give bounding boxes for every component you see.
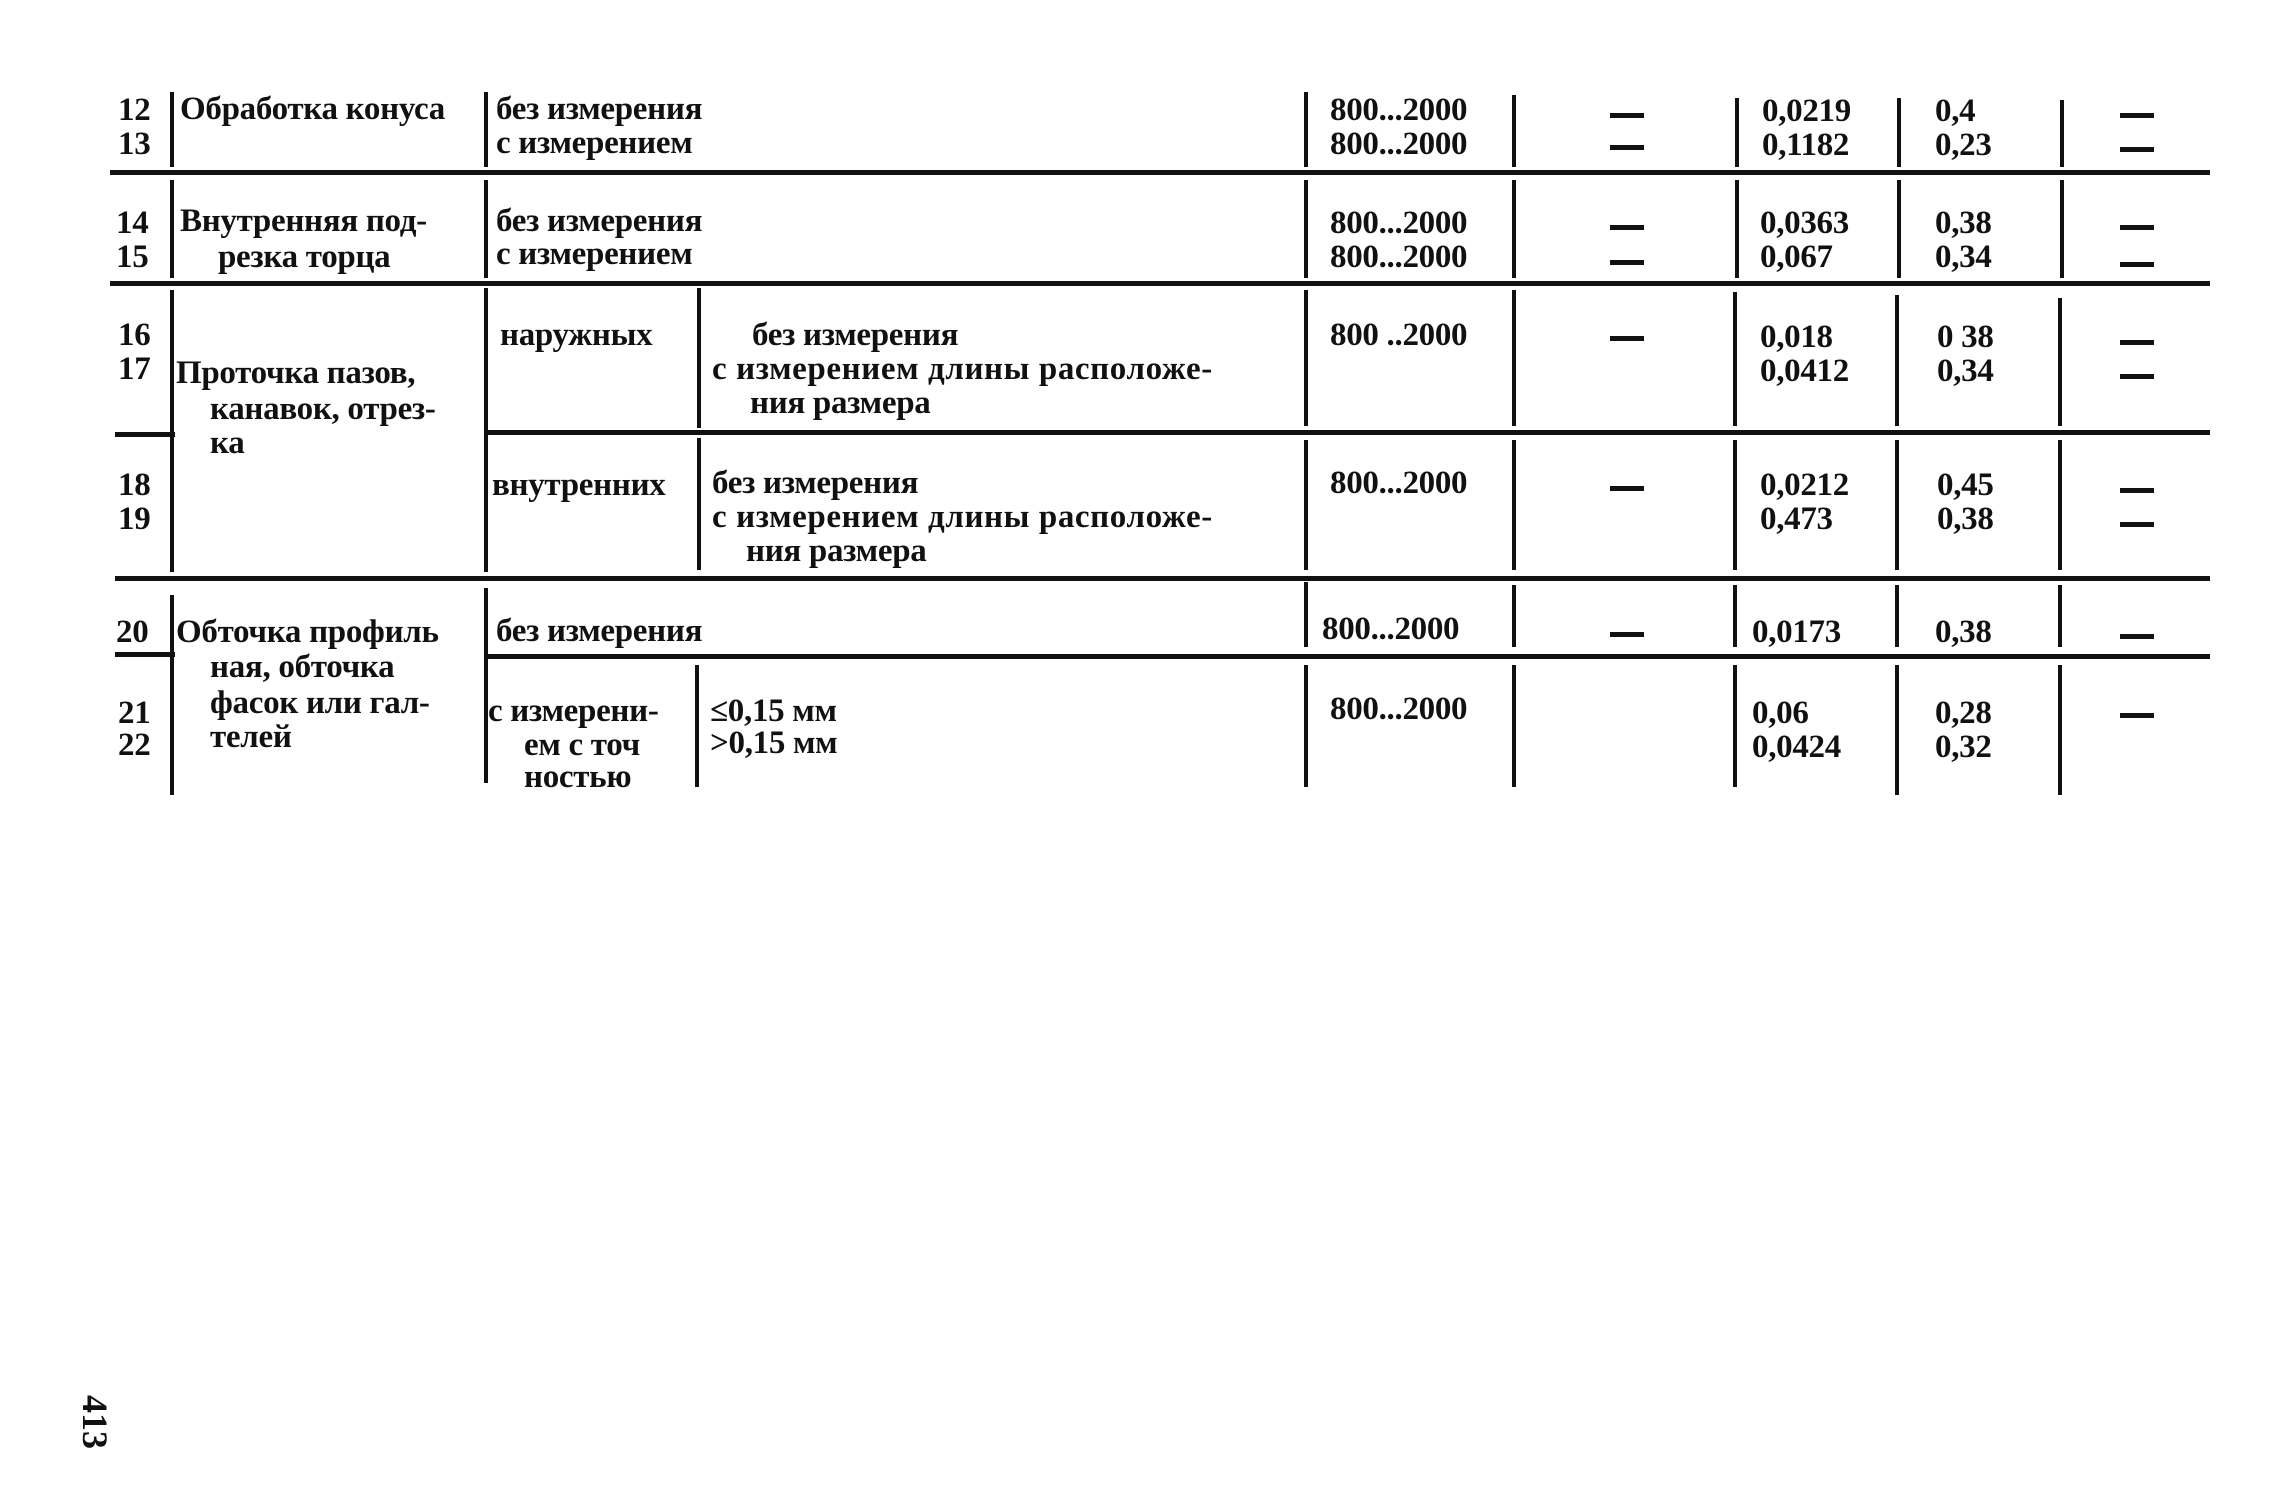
coefficient-value: 0,0363: [1760, 205, 1849, 241]
empty-cell-dash: [1610, 113, 1644, 118]
row-divider: [485, 430, 2210, 435]
coefficient-value: 0,473: [1760, 501, 1833, 537]
row-divider: [485, 654, 2210, 659]
range-value: 800...2000: [1330, 92, 1468, 128]
column-divider: [1897, 180, 1901, 278]
column-divider: [1304, 582, 1308, 647]
range-value: 800...2000: [1322, 611, 1460, 647]
column-divider: [1895, 585, 1899, 647]
range-value: 800 ..2000: [1330, 317, 1468, 353]
range-value: 800...2000: [1330, 239, 1468, 275]
empty-cell-dash: [2120, 147, 2154, 152]
column-divider: [1735, 98, 1739, 167]
column-divider: [1895, 295, 1899, 426]
condition-text: без измерения: [712, 465, 919, 501]
exponent-value: 0,4: [1935, 93, 1976, 129]
column-divider: [1512, 440, 1516, 570]
column-divider: [484, 92, 488, 167]
condition-text: с измерением длины расположе-: [712, 499, 1213, 535]
column-divider: [1895, 665, 1899, 795]
column-divider: [2058, 585, 2062, 647]
row-divider: [115, 576, 2210, 581]
column-divider: [697, 288, 701, 428]
row-divider: [115, 432, 175, 437]
column-divider: [1735, 180, 1739, 278]
column-divider: [1512, 290, 1516, 426]
column-divider: [1304, 180, 1308, 278]
exponent-value: 0,34: [1935, 239, 1992, 275]
row-number: 17: [118, 351, 151, 387]
column-divider: [1304, 92, 1308, 167]
column-divider: [1512, 180, 1516, 278]
empty-cell-dash: [2120, 262, 2154, 267]
empty-cell-dash: [2120, 113, 2154, 118]
empty-cell-dash: [2120, 225, 2154, 230]
column-divider: [170, 180, 174, 278]
range-value: 800...2000: [1330, 205, 1468, 241]
coefficient-value: 0,0412: [1760, 353, 1849, 389]
condition-text: с измерением: [496, 125, 693, 161]
condition-text: без измерения: [496, 203, 703, 239]
operation-name: телей: [210, 719, 292, 755]
empty-cell-dash: [1610, 225, 1644, 230]
column-divider: [484, 588, 488, 783]
column-divider: [484, 180, 488, 278]
column-divider: [1895, 440, 1899, 570]
row-number: 12: [118, 92, 151, 128]
condition-text: без измерения: [752, 317, 959, 353]
condition-text: с измерением: [496, 236, 693, 272]
empty-cell-dash: [2120, 713, 2154, 718]
column-divider: [1304, 440, 1308, 570]
empty-cell-dash: [1610, 145, 1644, 150]
exponent-value: 0,23: [1935, 127, 1992, 163]
row-number: 22: [118, 727, 151, 763]
column-divider: [170, 595, 174, 795]
column-divider: [1304, 290, 1308, 426]
row-number: 13: [118, 126, 151, 162]
column-divider: [1304, 665, 1308, 787]
range-value: 800...2000: [1330, 691, 1468, 727]
condition-text: без измерения: [496, 613, 703, 649]
column-divider: [1733, 292, 1737, 426]
row-number: 15: [116, 239, 149, 275]
column-divider: [1512, 95, 1516, 167]
exponent-value: 0,38: [1935, 614, 1992, 650]
row-number: 14: [116, 205, 149, 241]
coefficient-value: 0,1182: [1762, 127, 1850, 163]
exponent-value: 0,34: [1937, 353, 1994, 389]
subgroup-label: с измерени-: [488, 693, 659, 729]
coefficient-value: 0,0219: [1762, 93, 1851, 129]
empty-cell-dash: [2120, 374, 2154, 379]
operation-name: Проточка пазов,: [176, 355, 416, 391]
subgroup-label: наружных: [500, 317, 653, 353]
subgroup-label: ностью: [524, 759, 632, 795]
column-divider: [697, 438, 701, 570]
column-divider: [1733, 665, 1737, 787]
subgroup-label: ем с точ: [524, 727, 640, 763]
condition-text: >0,15 мм: [710, 725, 838, 761]
column-divider: [170, 92, 174, 167]
coefficient-value: 0,0173: [1752, 614, 1841, 650]
column-divider: [1733, 585, 1737, 647]
row-divider: [110, 281, 2210, 286]
empty-cell-dash: [2120, 634, 2154, 639]
coefficient-value: 0,067: [1760, 239, 1833, 275]
column-divider: [1512, 585, 1516, 647]
row-divider: [110, 170, 2210, 175]
column-divider: [170, 290, 174, 572]
empty-cell-dash: [1610, 632, 1644, 637]
empty-cell-dash: [1610, 486, 1644, 491]
column-divider: [2058, 298, 2062, 426]
condition-text: ния размера: [750, 385, 931, 421]
exponent-value: 0,38: [1937, 501, 1994, 537]
condition-text: ния размера: [746, 533, 927, 569]
operation-name: фасок или гал-: [210, 685, 430, 721]
subgroup-label: внутренних: [492, 467, 666, 503]
column-divider: [695, 665, 699, 787]
exponent-value: 0,38: [1935, 205, 1992, 241]
column-divider: [1897, 98, 1901, 167]
condition-text: без измерения: [496, 91, 703, 127]
operation-name: Обточка профиль: [176, 614, 439, 650]
range-value: 800...2000: [1330, 126, 1468, 162]
column-divider: [2060, 100, 2064, 167]
operation-name: Обработка конуса: [180, 91, 445, 127]
column-divider: [2058, 665, 2062, 795]
range-value: 800...2000: [1330, 465, 1468, 501]
column-divider: [1733, 440, 1737, 570]
coefficient-value: 0,0424: [1752, 729, 1841, 765]
operation-name: Внутренняя под-: [180, 203, 427, 239]
row-number: 18: [118, 467, 151, 503]
column-divider: [2058, 440, 2062, 570]
exponent-value: 0,45: [1937, 467, 1994, 503]
exponent-value: 0,28: [1935, 695, 1992, 731]
page-number: 413: [75, 1395, 115, 1449]
coefficient-value: 0,0212: [1760, 467, 1849, 503]
condition-text: ≤0,15 мм: [710, 693, 837, 729]
empty-cell-dash: [2120, 488, 2154, 493]
empty-cell-dash: [1610, 260, 1644, 265]
column-divider: [1512, 665, 1516, 787]
row-number: 19: [118, 501, 151, 537]
empty-cell-dash: [1610, 336, 1644, 341]
operation-name: резка торца: [218, 239, 391, 275]
row-number: 20: [116, 614, 149, 650]
column-divider: [484, 288, 488, 572]
operation-name: канавок, отрез-: [210, 391, 436, 427]
empty-cell-dash: [2120, 522, 2154, 527]
exponent-value: 0 38: [1937, 319, 1994, 355]
column-divider: [2060, 180, 2064, 278]
empty-cell-dash: [2120, 340, 2154, 345]
row-number: 16: [118, 317, 151, 353]
operation-name: ка: [210, 425, 245, 461]
exponent-value: 0,32: [1935, 729, 1992, 765]
condition-text: с измерением длины расположе-: [712, 351, 1213, 387]
coefficient-value: 0,018: [1760, 319, 1833, 355]
coefficient-value: 0,06: [1752, 695, 1809, 731]
row-number: 21: [118, 695, 151, 731]
row-divider: [115, 652, 175, 657]
operation-name: ная, обточка: [210, 649, 395, 685]
